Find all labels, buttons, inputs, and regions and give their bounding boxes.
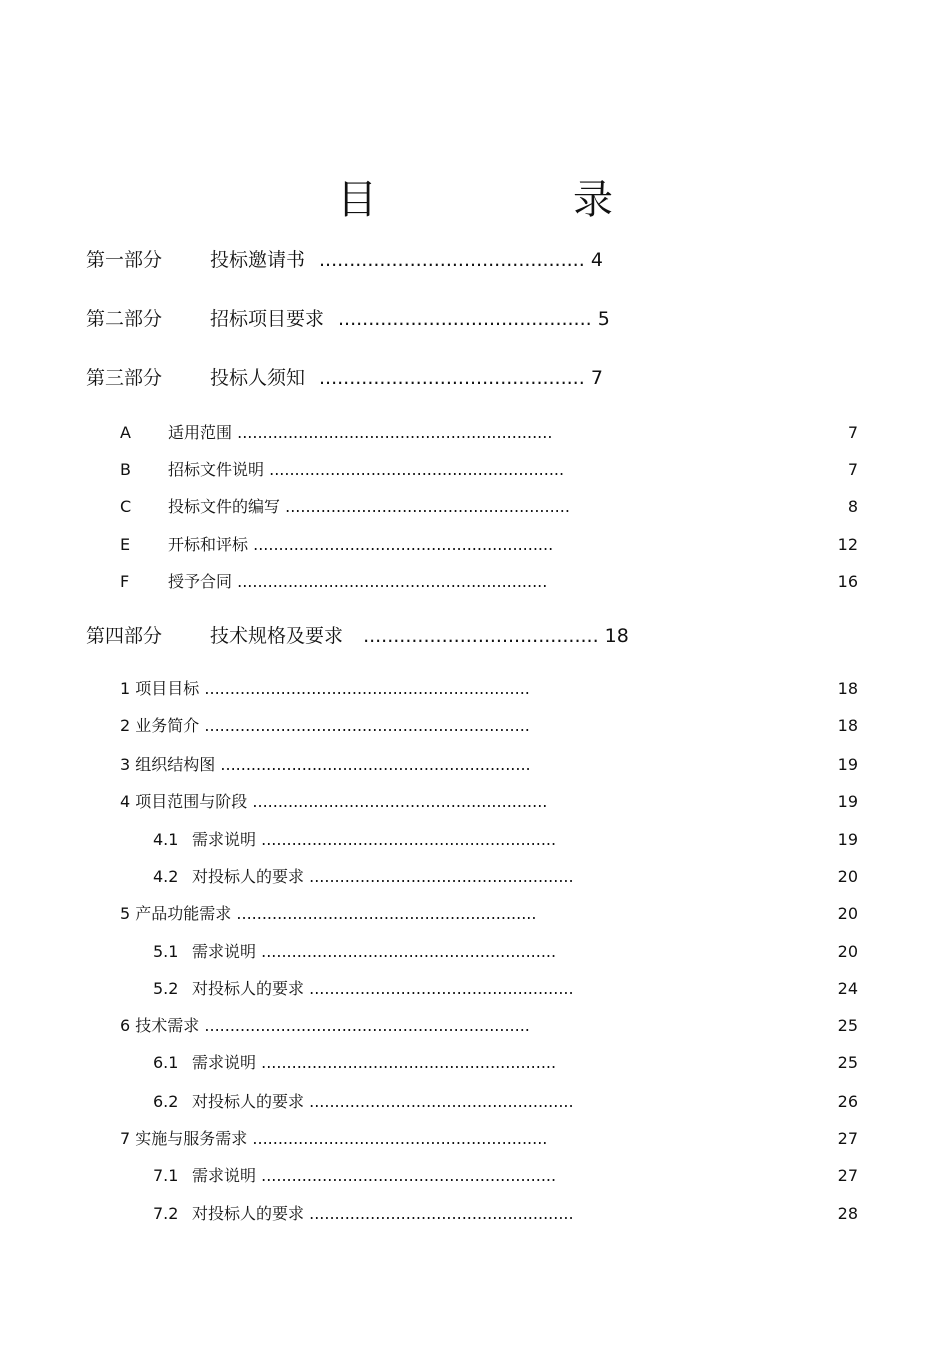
leader-dots: ................................................................ xyxy=(204,1016,530,1035)
leader-dots: .......................................................... xyxy=(261,1053,557,1072)
page-number: 20 xyxy=(837,904,858,923)
section-title: 授予合同 xyxy=(168,572,233,591)
leader-dots: .................................................... xyxy=(309,979,574,998)
page-number: 25 xyxy=(837,1016,858,1035)
section-id: 7.1 xyxy=(153,1166,179,1185)
section-title: 技术需求 xyxy=(135,1016,200,1035)
section-id: 4.1 xyxy=(153,830,179,849)
leader-dots: ............................................................. xyxy=(220,755,531,774)
page-number: 7 xyxy=(590,367,603,389)
section-id: 4.2 xyxy=(153,867,179,886)
section-title: 需求说明 xyxy=(192,1166,257,1185)
section-title: 业务简介 xyxy=(135,716,200,735)
section-id: E xyxy=(120,535,131,554)
part-title: 投标邀请书 xyxy=(210,249,306,271)
page-number: 4 xyxy=(590,249,603,271)
section-title: 组织结构图 xyxy=(135,755,216,774)
toc-part-4[interactable] xyxy=(86,627,629,646)
section-id: 6.1 xyxy=(153,1053,179,1072)
part-label: 第四部分 xyxy=(86,625,163,647)
page-number: 19 xyxy=(837,755,858,774)
section-title: 投标文件的编写 xyxy=(168,497,281,516)
toc-section-5[interactable] xyxy=(120,906,536,922)
section-id: 5.2 xyxy=(153,979,179,998)
section-id: 6.2 xyxy=(153,1092,179,1111)
page-number: 19 xyxy=(837,792,858,811)
section-id: 5 xyxy=(120,904,131,923)
section-id: 5.1 xyxy=(153,942,179,961)
page-title: 目 录 xyxy=(337,177,691,223)
section-title: 需求说明 xyxy=(192,830,257,849)
page-number: 25 xyxy=(837,1053,858,1072)
leader-dots: ............................................................. xyxy=(237,572,548,591)
page-number: 12 xyxy=(837,535,858,554)
leader-dots: .................................................... xyxy=(309,1092,574,1111)
page-number: 20 xyxy=(837,867,858,886)
toc-section-E[interactable] xyxy=(120,537,553,553)
section-title: 项目目标 xyxy=(135,679,200,698)
leader-dots: .......................................................... xyxy=(252,1129,548,1148)
part-label: 第一部分 xyxy=(86,249,163,271)
toc-subsection-6-2[interactable] xyxy=(153,1094,574,1110)
page-number: 20 xyxy=(837,942,858,961)
page-number: 18 xyxy=(837,679,858,698)
leader-dots: .......................................................... xyxy=(261,1166,557,1185)
toc-part-3[interactable] xyxy=(86,369,603,388)
toc-subsection-4-2[interactable] xyxy=(153,869,574,885)
toc-section-7[interactable] xyxy=(120,1131,547,1147)
leader-dots: .......................................................... xyxy=(252,792,548,811)
toc-subsection-7-1[interactable] xyxy=(153,1168,556,1184)
toc-section-4[interactable] xyxy=(120,794,547,810)
section-id: 7.2 xyxy=(153,1204,179,1223)
section-id: 2 xyxy=(120,716,131,735)
section-title: 适用范围 xyxy=(168,423,233,442)
toc-section-3[interactable] xyxy=(120,757,531,773)
part-label: 第二部分 xyxy=(86,308,163,330)
section-title: 产品功能需求 xyxy=(135,904,232,923)
page-number: 18 xyxy=(837,716,858,735)
leader-dots: ............................................ xyxy=(319,367,585,389)
section-id: F xyxy=(120,572,130,591)
leader-dots: .......................................................... xyxy=(261,942,557,961)
section-id: 3 xyxy=(120,755,131,774)
leader-dots: .................................................... xyxy=(309,1204,574,1223)
toc-section-2[interactable] xyxy=(120,718,530,734)
leader-dots: .............................................................. xyxy=(237,423,553,442)
section-title: 需求说明 xyxy=(192,942,257,961)
leader-dots: .......................................... xyxy=(338,308,592,330)
leader-dots: ........................................................... xyxy=(253,535,554,554)
toc-subsection-6-1[interactable] xyxy=(153,1055,556,1071)
page-number: 27 xyxy=(837,1166,858,1185)
leader-dots: .................................................... xyxy=(309,867,574,886)
page-number: 27 xyxy=(837,1129,858,1148)
page-number: 8 xyxy=(847,497,858,516)
toc-subsection-5-1[interactable] xyxy=(153,944,556,960)
part-label: 第三部分 xyxy=(86,367,163,389)
toc-part-1[interactable] xyxy=(86,251,603,270)
section-id: C xyxy=(120,497,132,516)
section-title: 开标和评标 xyxy=(168,535,249,554)
leader-dots: .......................................................... xyxy=(261,830,557,849)
section-title: 实施与服务需求 xyxy=(135,1129,248,1148)
leader-dots: ................................................................ xyxy=(204,679,530,698)
section-id: 4 xyxy=(120,792,131,811)
section-id: A xyxy=(120,423,131,442)
section-id: 1 xyxy=(120,679,131,698)
section-id: 6 xyxy=(120,1016,131,1035)
leader-dots: ................................................................ xyxy=(204,716,530,735)
leader-dots: ........................................................... xyxy=(236,904,537,923)
toc-section-B[interactable] xyxy=(120,462,564,478)
page-number: 28 xyxy=(837,1204,858,1223)
leader-dots: ....................................... xyxy=(363,625,599,647)
section-title: 招标文件说明 xyxy=(168,460,265,479)
toc-section-A[interactable] xyxy=(120,425,552,441)
part-title: 投标人须知 xyxy=(210,367,306,389)
section-title: 项目范围与阶段 xyxy=(135,792,248,811)
section-title: 对投标人的要求 xyxy=(192,1204,305,1223)
page-number: 7 xyxy=(847,460,858,479)
toc-section-6[interactable] xyxy=(120,1018,530,1034)
toc-section-C[interactable] xyxy=(120,499,570,515)
toc-part-2[interactable] xyxy=(86,310,610,329)
page-number: 16 xyxy=(837,572,858,591)
page-number: 5 xyxy=(597,308,610,330)
section-title: 对投标人的要求 xyxy=(192,979,305,998)
toc-subsection-4-1[interactable] xyxy=(153,832,556,848)
toc-section-F[interactable] xyxy=(120,574,547,590)
page-number: 7 xyxy=(847,423,858,442)
section-title: 需求说明 xyxy=(192,1053,257,1072)
page-number: 24 xyxy=(837,979,858,998)
part-title: 招标项目要求 xyxy=(210,308,325,330)
leader-dots: ........................................................ xyxy=(285,497,570,516)
section-id: 7 xyxy=(120,1129,131,1148)
page-number: 18 xyxy=(604,625,629,647)
leader-dots: .......................................................... xyxy=(269,460,565,479)
part-title: 技术规格及要求 xyxy=(210,625,344,647)
toc-subsection-5-2[interactable] xyxy=(153,981,574,997)
page-number: 26 xyxy=(837,1092,858,1111)
section-title: 对投标人的要求 xyxy=(192,1092,305,1111)
leader-dots: ............................................ xyxy=(319,249,585,271)
toc-section-1[interactable] xyxy=(120,681,530,697)
toc-subsection-7-2[interactable] xyxy=(153,1206,574,1222)
section-id: B xyxy=(120,460,131,479)
page-number: 19 xyxy=(837,830,858,849)
section-title: 对投标人的要求 xyxy=(192,867,305,886)
